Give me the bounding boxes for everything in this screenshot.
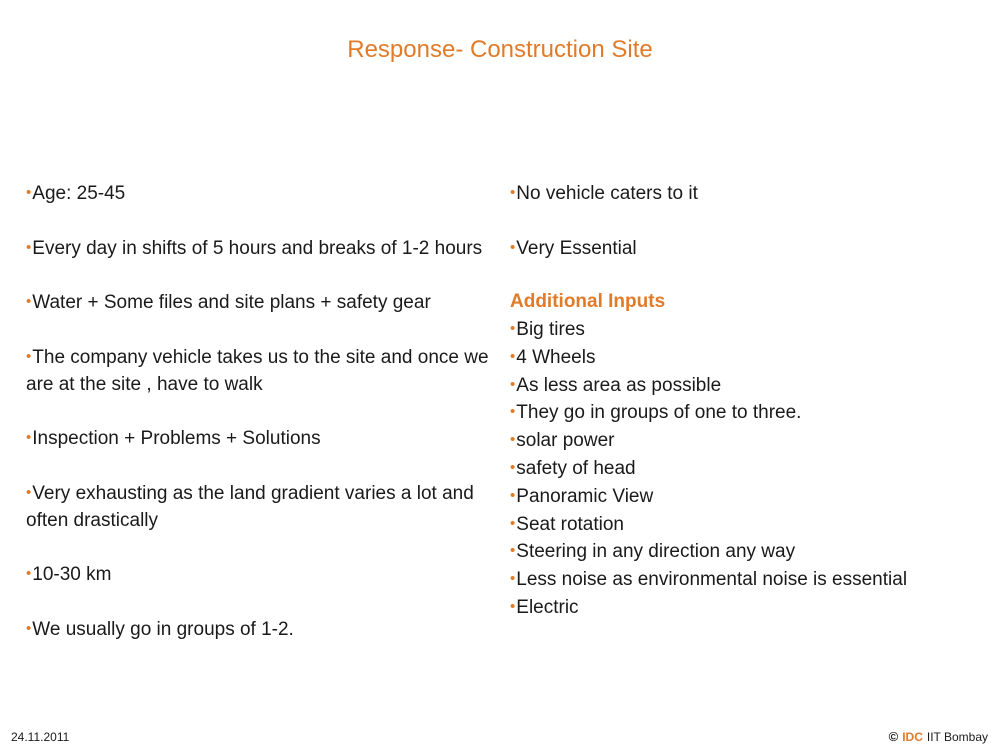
list-item-text: Inspection + Problems + Solutions <box>32 428 321 450</box>
copyright-icon: © <box>888 729 899 744</box>
bullet-icon: • <box>510 375 516 393</box>
list-item <box>510 566 980 594</box>
bullet-icon: • <box>510 514 516 532</box>
bullet-icon: • <box>510 542 516 560</box>
left-column <box>26 180 496 670</box>
list-item <box>26 235 496 263</box>
list-item-text: As less area as possible <box>516 374 722 396</box>
footer-date: 24.11.2011 <box>11 730 70 744</box>
list-item <box>510 235 980 263</box>
list-item-text: No vehicle caters to it <box>516 183 698 204</box>
list-item-text: Seat rotation <box>516 513 625 535</box>
list-item <box>510 455 980 483</box>
institute-name: IIT Bombay <box>926 729 988 744</box>
footer-credit <box>889 729 988 744</box>
list-item-text: Electric <box>516 596 579 618</box>
list-item <box>26 425 496 453</box>
list-item <box>510 344 980 372</box>
additional-inputs-heading: Additional Inputs <box>510 291 666 313</box>
idc-brand: IDC <box>902 729 923 744</box>
list-item <box>510 483 980 511</box>
bullet-icon: • <box>26 619 32 637</box>
list-item <box>510 427 980 455</box>
list-item <box>510 372 980 400</box>
list-item-text: We usually go in groups of 1-2. <box>32 618 294 640</box>
list-item <box>26 616 496 644</box>
bullet-icon: • <box>510 458 516 476</box>
bullet-icon: • <box>510 403 516 421</box>
bullet-icon: • <box>26 347 32 365</box>
right-column <box>510 180 980 622</box>
list-item-text: Big tires <box>516 318 585 340</box>
list-item <box>26 480 496 535</box>
list-item <box>510 511 980 539</box>
bullet-icon: • <box>510 347 516 365</box>
list-item <box>26 180 496 208</box>
list-item-text: Steering in any direction any way <box>516 541 796 563</box>
bullet-icon: • <box>510 570 516 588</box>
list-item-text: Very exhausting as the land gradient varies a lot and often drastically <box>26 482 474 531</box>
list-item-text: safety of head <box>516 457 636 479</box>
list-item <box>510 538 980 566</box>
list-item-text: They go in groups of one to three. <box>516 402 802 424</box>
list-item <box>510 180 980 208</box>
list-item-text: 10-30 km <box>32 564 112 586</box>
bullet-icon: • <box>26 565 32 583</box>
bullet-icon: • <box>26 238 32 256</box>
list-item-text: Water + Some files and site plans + safety gear <box>32 292 431 314</box>
bullet-icon: • <box>26 184 32 201</box>
bullet-icon: • <box>510 486 516 504</box>
bullet-icon: • <box>510 238 516 256</box>
bullet-icon: • <box>510 597 516 615</box>
bullet-icon: • <box>26 483 32 501</box>
list-item-text: 4 Wheels <box>516 346 596 368</box>
bullet-icon: • <box>510 319 516 337</box>
list-item-text: Every day in shifts of 5 hours and breaks of 1-2 hours <box>32 237 483 259</box>
list-item-text: Age: 25-45 <box>32 183 126 204</box>
list-item <box>510 399 980 427</box>
list-item-text: solar power <box>516 430 615 452</box>
bullet-icon: • <box>510 184 516 201</box>
list-item <box>26 561 496 589</box>
slide-title: Response- Construction Site <box>347 36 653 63</box>
list-item <box>510 594 980 622</box>
list-item <box>26 344 496 399</box>
list-item <box>510 316 980 344</box>
bullet-icon: • <box>26 429 32 447</box>
bullet-icon: • <box>510 431 516 449</box>
list-item-text: Very Essential <box>516 237 637 259</box>
list-item-text: Panoramic View <box>516 485 654 507</box>
list-item-text: Less noise as environmental noise is essential <box>516 569 908 591</box>
list-item-text: The company vehicle takes us to the site and once we are at the site , have to walk <box>26 346 489 395</box>
list-item <box>26 289 496 317</box>
bullet-icon: • <box>26 293 32 311</box>
